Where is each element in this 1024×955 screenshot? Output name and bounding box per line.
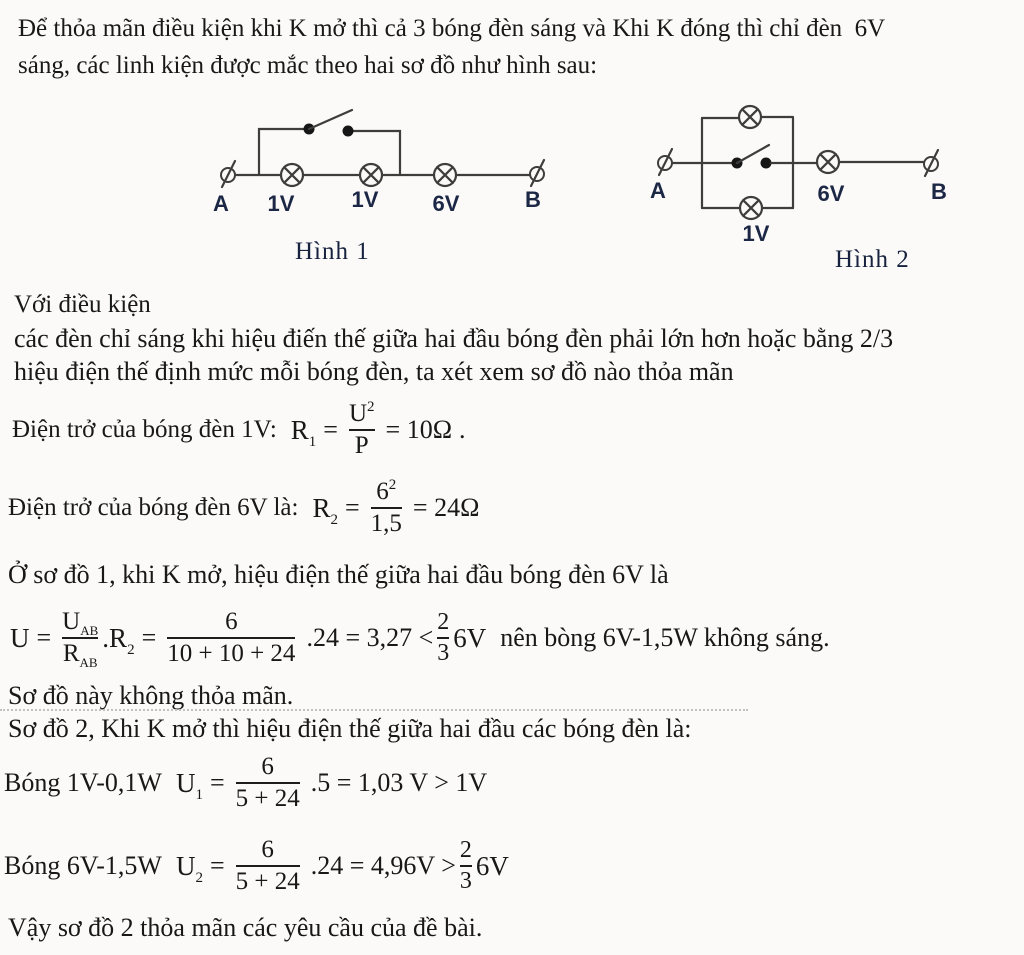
fraction-denominator: 3 [459, 868, 472, 894]
condition-line-3: hiệu điện thế định mức mỗi bóng đèn, ta xét xem sơ đồ nào thỏa mãn [14, 357, 734, 386]
fraction-36-over-1-5 [370, 476, 402, 538]
fraction-bar [371, 507, 402, 509]
scheme2-intro-line: Sơ đồ 2, Khi K mở thì hiệu điện thế giữa hai đầu các bóng đèn là: [8, 714, 692, 743]
equals-sign: = [209, 768, 225, 797]
fraction-denominator: 5 + 24 [235, 785, 300, 812]
terminal-a-slash [659, 149, 672, 175]
fraction-bar [236, 865, 300, 867]
num-digit: 6 [376, 477, 389, 505]
u1-letter: U [175, 767, 196, 798]
num-exponent: 2 [388, 476, 397, 493]
label-bulb2: 1V [351, 187, 379, 212]
uab-letter: U [62, 607, 81, 635]
figure-2-caption: Hình 2 [835, 246, 910, 273]
formula-note: nên bòng 6V-1,5W không sáng. [500, 623, 830, 652]
resistance-1v-formula [12, 394, 466, 466]
formula-result: .24 = 4,96V > [310, 851, 456, 880]
equals-sign: = [141, 623, 157, 652]
formula-result: = 10Ω [385, 415, 453, 444]
scheme2-u1-formula [4, 744, 487, 822]
label-terminal-a: A [650, 178, 666, 203]
dot-r-letter: .R [102, 622, 128, 653]
fraction-numerator [62, 607, 99, 638]
label-bulb3: 6V [432, 191, 460, 216]
scheme1-intro-line: Ở sơ đồ 1, khi K mở, hiệu điện thế giữa hai đầu bóng đèn 6V là [8, 560, 669, 589]
bulb-6v-label-text: Bóng 6V-1,5W [4, 851, 162, 880]
scheme1-voltage-formula [10, 594, 830, 682]
r1-letter: R [290, 414, 309, 445]
formula-intro-text: Điện trở của bóng đèn 1V: [12, 416, 277, 443]
r2-symbol [312, 492, 338, 528]
figure-1-caption: Hình 1 [295, 238, 370, 265]
fraction-two-thirds [437, 610, 449, 666]
fraction-bar [236, 782, 300, 784]
fraction-denominator [62, 640, 98, 670]
r2-subscript: 2 [330, 511, 338, 528]
times-r2-term [102, 622, 135, 658]
fraction-numerator: 6 [261, 835, 274, 863]
top-branch-wire [702, 117, 793, 118]
fraction-denominator: 3 [437, 640, 450, 666]
fraction-denominator: 10 + 10 + 24 [167, 640, 296, 667]
fraction-denominator: 5 + 24 [235, 868, 300, 895]
bulb-6v-icon [434, 164, 456, 186]
unit-6v: 6V [475, 850, 509, 881]
bypass-wire-left [259, 129, 304, 175]
terminal-a-slash [222, 161, 235, 187]
fraction-numerator: 6 [225, 607, 238, 635]
formula-result: .24 = 3,27 < [306, 623, 434, 652]
fraction-numerator: 6 [261, 752, 274, 780]
bulb-top-icon [739, 106, 761, 128]
terminal-b-slash [925, 150, 938, 176]
bulb-bottom-1v-icon [740, 197, 762, 219]
rab-letter: R [62, 640, 80, 667]
r1-symbol [290, 414, 317, 450]
r2-letter: R [312, 492, 331, 523]
label-bulb1: 1V [267, 191, 295, 216]
u-symbol: U [10, 622, 30, 653]
fraction-denominator: P [354, 432, 369, 459]
fraction-bar [167, 637, 295, 639]
formula-result: = 24Ω [412, 493, 480, 522]
condition-line-1: Với điều kiện [14, 291, 151, 318]
bulb-6v-icon [817, 151, 839, 173]
formula-period: . [459, 415, 466, 444]
label-terminal-b: B [525, 187, 541, 212]
bulb-1v-first-icon [281, 164, 303, 186]
intro-line-2: sáng, các linh kiện được mắc theo hai sơ đồ như hình sau: [18, 52, 598, 79]
equals-sign: = [36, 623, 52, 652]
switch-contact-right [343, 126, 354, 137]
fraction-bar [62, 637, 98, 639]
circuit-diagram-figure-1 [185, 95, 560, 223]
resistance-6v-formula [8, 468, 479, 548]
fraction-bar [437, 637, 449, 639]
r2-subscript: 2 [127, 641, 135, 658]
final-conclusion: Vậy sơ đồ 2 thỏa mãn các yêu cầu của đề bài. [8, 913, 483, 942]
r1-subscript: 1 [308, 433, 317, 450]
u2-letter: U [175, 850, 196, 881]
fraction-denominator: 1,5 [370, 510, 402, 537]
fraction-bar [349, 429, 375, 431]
label-bulb-bottom: 1V [742, 221, 770, 246]
fraction-numerator: 2 [437, 608, 450, 635]
fraction-two-thirds [460, 838, 472, 894]
bulb-1v-second-icon [360, 164, 382, 186]
u1-symbol [175, 767, 203, 803]
circuit-diagram-figure-2 [628, 88, 968, 260]
condition-line-2: các đèn chỉ sáng khi hiệu điến thế giữa hai đầu bóng đèn phải lớn hơn hoặc bằng 2/3 [14, 324, 894, 353]
equals-sign: = [209, 851, 225, 880]
fraction-6-over-29 [236, 754, 300, 813]
fraction-numerator [348, 398, 375, 427]
unit-6v: 6V [453, 622, 487, 653]
scheme2-u2-formula [4, 824, 509, 908]
formula-result: .5 = 1,03 V > 1V [310, 768, 488, 797]
rab-subscript: AB [79, 655, 98, 670]
section-divider [0, 709, 748, 711]
fraction-numerator [376, 476, 397, 505]
label-terminal-b: B [931, 179, 947, 204]
num-letter: U [348, 399, 368, 427]
switch-contact-right [761, 158, 772, 169]
intro-line-1: Để thỏa mãn điều kiện khi K mở thì cả 3 bóng đèn sáng và Khi K đóng thì chỉ đèn 6V [18, 15, 886, 42]
fraction-uab-over-rab [62, 609, 98, 668]
formula-intro-text: Điện trở của bóng đèn 6V là: [8, 494, 299, 521]
fraction-numerator: 2 [459, 836, 472, 863]
uab-subscript: AB [80, 622, 99, 638]
label-terminal-a: A [213, 191, 229, 216]
terminal-b-slash [531, 160, 544, 186]
num-exponent: 2 [367, 398, 375, 415]
bulb-1v-label-text: Bóng 1V-0,1W [4, 768, 162, 797]
fraction-bar [460, 865, 472, 867]
scheme1-conclusion: Sơ đồ này không thỏa mãn. [8, 681, 294, 710]
equals-sign: = [344, 493, 360, 522]
u2-subscript: 2 [195, 869, 203, 886]
u2-symbol [175, 850, 203, 886]
fraction-6-over-29 [236, 837, 300, 896]
fraction-6-over-sum [167, 609, 295, 668]
equals-sign: = [323, 415, 338, 444]
fraction-u2-over-p [348, 398, 375, 460]
label-bulb-series: 6V [817, 181, 845, 206]
u1-subscript: 1 [195, 786, 203, 803]
